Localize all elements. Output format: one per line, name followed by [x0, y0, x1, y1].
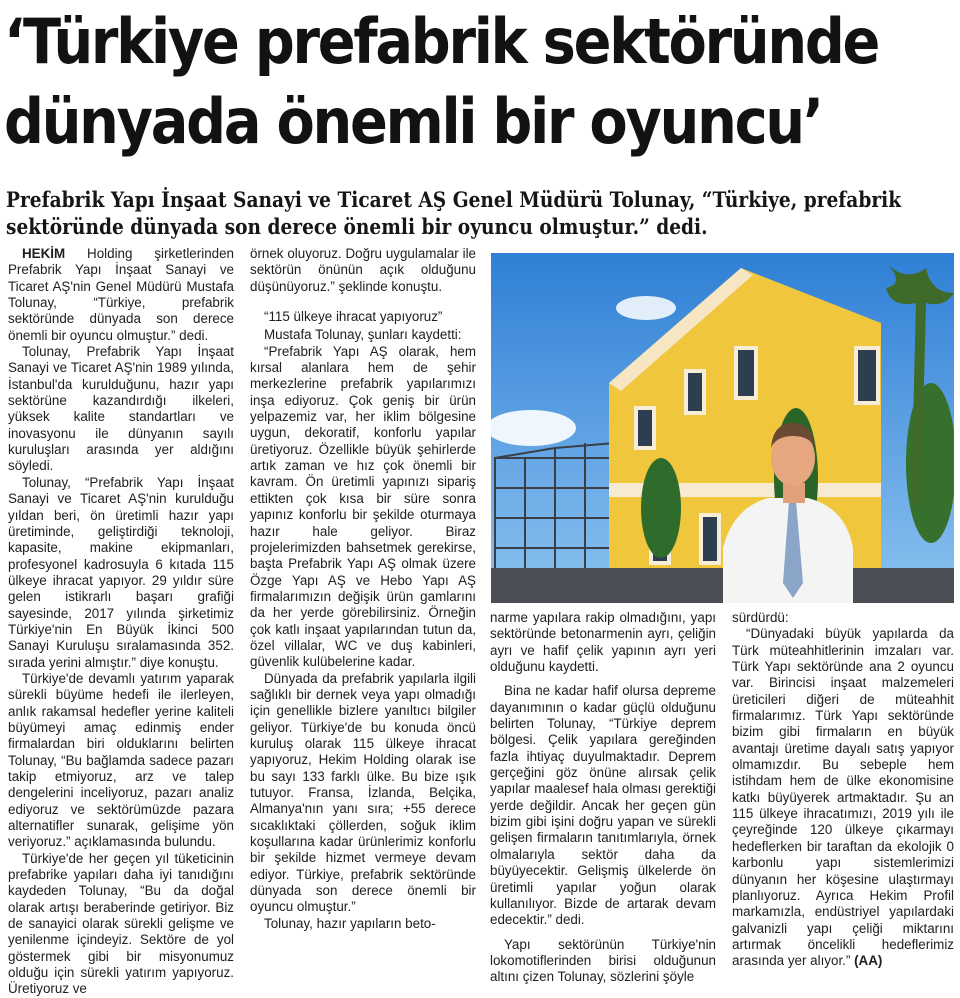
article-column-2 [250, 246, 476, 932]
col2-paragraph-5: Tolunay, hazır yapıların beto- [264, 915, 436, 931]
deck-summary: Prefabrik Yapı İnşaat Sanayi ve Ticaret AŞ Genel Müdürü Tolunay, “Türkiye, prefabrik sektöründe dünyada son derece önemli bir oyuncu olmuştur.” dedi. [6, 187, 902, 239]
fence [491, 568, 954, 603]
col2-paragraph-4: Dünyada da prefabrik yapılarla ilgili sağlıklı bir dernek veya yapı olmadığı için genellikle bizlere yanıltıcı bilgiler geliyor. Türkiye'de bu konuda öncü kuruluş olarak 115 ülkeye ihracat yapıyoruz, Hekim Holding olarak ise bu sayı 133 farklı ülke. Bu bize ışık tutuyor. Fransa, İzlanda, Belçika, Almanya'nın yanı sıra; +55 derece sıcaklıktaki çöllerden, soğuk iklim koşullarına kadar ürünlerimiz konforlu bir şekilde hizmet vermeye devam ediyor. Türkiye, prefabrik sektöründe dünyada son derece önemli bir oyuncu olmuştur.” [250, 670, 476, 915]
col3-paragraph-2: Bina ne kadar hafif olursa depreme dayanımının o kadar güçlü olduğunu belirten Tolunay, “Türkiye deprem bölgesi. Çelik yapılara gereğinden fazla ihtiyaç duyulmaktadır. Deprem gerçeğini göz önüne alırsak çelik yapılar maalesef hala olması gerektiği yerde değildir. Ancak her geçen gün bizim gibi işini doğru yapan ve sürekli gelişen firmaların tanıtımlarıyla, örnek olmalarıyla sektör daha da büyüyecektir. Gelişmiş ülkelerde ön üretimli yapılar yoğun olarak kullanılıyor. Bizde de artarak devam edecektir.” dedi. [490, 683, 716, 928]
source-credit: (AA) [854, 953, 883, 969]
byline: HEKİM [22, 246, 66, 261]
col3-paragraph-1: narme yapılara rakip olmadığını, yapı sektöründe betonarmenin ayrı, çeliğin ayrı ve hafif çelik yapının ayrı yeri olduğunu kaydetti. [490, 610, 716, 675]
headline-line-1: ‘Türkiye prefabrik sektöründe [4, 5, 879, 78]
article-column-3 [490, 610, 716, 986]
article-photo [491, 253, 954, 603]
article-column-1 [8, 246, 234, 998]
headline-line-2: dünyada önemli bir oyuncu’ [4, 85, 822, 158]
col1-paragraph-5: Türkiye'de her geçen yıl tüketicinin prefabrike yapıları daha iyi tanıdığını kaydeden Tolunay, “Bu da doğal olarak artışı beraberinde getiriyor. Biz de sanayici olarak sürekli gelişme ve yenilenme içindeyiz. Sektöre de yol göstermek gibi bir misyonumuz olduğu için sürekli yatırım yapıyoruz. Üretiyoruz ve [8, 850, 234, 997]
article-column-4 [732, 610, 954, 970]
col2-paragraph-1: örnek oluyoruz. Doğru uygulamalar ile sektörün önünün açık olduğunu düşünüyoruz.” şeklinde konuştu. [250, 246, 476, 294]
headline [4, 2, 879, 162]
col1-paragraph-3: Tolunay, “Prefabrik Yapı İnşaat Sanayi ve Ticaret AŞ'nin kurulduğu yıldan beri, ön üretimli hazır yapı üretiminde, geliştirdiği teknoloji, kapasite, makine ekipmanları, profesyonel kadrosuyla 6 kıtada 115 ülkeye ihracat yapıyor. 29 yıldır süre gelen istikrarlı başarı grafiği sayesinde, 2017 yılında şirketimiz Türkiye'nin En Büyük İkinci 500 Sanayi Kuruluşu sıralamasında 352. sırada yerini almıştır.” diye konuştu. [8, 474, 234, 670]
col2-paragraph-2: Mustafa Tolunay, şunları kaydetti: [264, 327, 462, 343]
col2-paragraph-3: “Prefabrik Yapı AŞ olarak, hem kırsal alanlara hem de şehir merkezlerine prefabrik yapılarımızı inşa ediyoruz. Çok geniş bir ürün yelpazemiz var, her iklim bölgesine uygun, dekoratif, konforlu yapılar üretiyoruz. Özellikle büyük şehirlerde artık zaman ve hız çok önemli bir kavram. Ön üretimli yapınızı sipariş ettikten çok kısa bir süre sonra yapınız konforlu bir şekilde oturmaya hazır hale geliyor. Biraz projelerimizden bahsetmek gerekirse, başta Prefabrik Yapı AŞ olmak üzere Özge Yapı AŞ ve Hebo Yapı AŞ firmalarımızın değişik ürün gamlarını da her yerde görebilirsiniz. Örneğin çok katlı inşaat yapılarından tutun da, özel villalar, WC ve duş kabinleri, güvenlik kulübelerine kadar. [250, 343, 476, 670]
col4-paragraph-1: sürdürdü: [732, 610, 789, 625]
subheading: “115 ülkeye ihracat yapıyoruz” [264, 309, 443, 325]
col3-paragraph-3: Yapı sektörünün Türkiye'nin lokomotiflerinden birisi olduğunun altını çizen Tolunay, sözlerini şöyle [490, 936, 716, 985]
col4-paragraph-2: “Dünyadaki büyük yapılarda da Türk müteahhitlerinin imzaları var. Türk Yapı sektöründe ana 2 oyuncu var. Birincisi inşaat malzemeleri üreticileri diğeri de müteahhit firmalarımız. Türk Yapı sektöründe bizim gibi firmaların en büyük avantajı üretime dayalı satış yapıyor olmamızdır. Bu sebeple hem istihdam hem de ülke ekonomisine katkı büyüyerek artmaktadır. Şu an 115 ülkeye ihracatımızı, 2019 yılı ile çeyreğinde 120 ülkeye çıkarmayı hedeflerken bir taraftan da ekolojik 0 karbonlu yapı sistemlerimizi dünyanın her köşesine ulaştırmayı planlıyoruz. Ayrıca Hekim Profil markamızla, endüstriyel yapılardaki galvanizli yapı çeliği miktarını artırmak öncelikli hedeflerimiz arasında yer alıyor.” [732, 626, 954, 969]
col1-paragraph-2: Tolunay, Prefabrik Yapı İnşaat Sanayi ve Ticaret AŞ'nin 1989 yılında, İstanbul'da kurulduğunu, hazır yapı sektörüne kazandırdığı ilkeleri, yüksek kalite standartları ve inovasyonu ile dünyanın sayılı kuruluşları arasında yer aldığını söyledi. [8, 344, 234, 474]
col1-paragraph-4: Türkiye'de devamlı yatırım yaparak sürekli büyüme hedefi ile ilerleyen, anlık rakamsal hedefler yerine kaliteli büyümeyi amaç edinmiş ender firmalardan biri olduklarını belirten Tolunay, “Bu bağlamda sadece pazarı takip etmiyoruz, arz ve talep dengelerini inceliyoruz, pazarı analiz ediyoruz ve sektörümüzde pazara alternatifler sunarak, gelişime yön veriyoruz.” açıklamasında bulundu. [8, 670, 234, 850]
photo-illustration [491, 253, 954, 603]
col1-paragraph-1: Holding şirketlerinden Prefabrik Yapı İnşaat Sanayi ve Ticaret AŞ'nin Genel Müdürü Mustafa Tolunay, “Türkiye, prefabrik sektöründe dünyada son derece önemli bir oyuncu olmuştur.” dedi. [8, 246, 234, 343]
